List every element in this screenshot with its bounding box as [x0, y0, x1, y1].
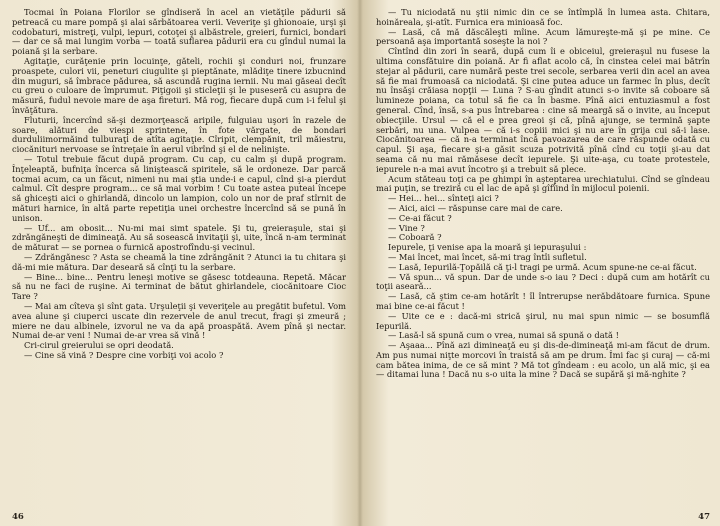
paragraph: — Zdrăngănesc ? Asta se cheamă la tine zdrăngănit ? Atunci ia tu chitara şi dă-mi mie mătura. Dar deseară să cînţi tu la serbare.: [12, 251, 346, 272]
paragraph: Cri-cirul greierului se opri deodată.: [24, 340, 174, 351]
left-page-text: [12, 8, 346, 361]
paragraph: — Lasă, că ştim ce-am hotărît ! îl întrerupse nerăbdătoare furnica. Spune mai bine ce-ai făcut !: [376, 291, 710, 311]
paragraph: — Aşaaa... Pînă azi dimineaţă eu şi dis-de-dimineaţă mi-am făcut de drum. Am pus numai niţte morcovi în traistă să am pe drum. Îmi fac şi curaj — că-mi cam bătea inima, de ce să mint ? Mă tot gîndeam : eu acolo, un ală mic, şi ea — ditamai luna ! Dacă nu s-o uita la mine ? Dacă se supără şi mă-nghite ?: [376, 340, 710, 380]
paragraph: — Lasă-l să spună cum o vrea, numai să spună o dată !: [388, 330, 619, 341]
paragraph: — Mai am cîteva şi sînt gata. Urşuleţii şi veveriţele au pregătit bufetul. Vom avea alune şi ciuperci uscate din rezervele de anul trecut, fragi şi zmeură ; miere ne dau albinele, izvorul ne va da apă proaspătă. Avem pînă şi nectar. Numai de-ar veni ! Numai de-ar vrea să vină !: [12, 300, 346, 341]
right-page-text: [376, 8, 710, 380]
paragraph: — Aici, aici — răspunse care mai de care.: [388, 202, 563, 213]
paragraph: — Hei... hei... sînteţi aici ?: [388, 193, 499, 204]
paragraph: — Uite ce e : dacă-mi strică şirul, nu mai spun nimic — se bosumflă Iepurilă.: [376, 310, 710, 331]
page-number-left: 46: [12, 512, 24, 522]
paragraph: — Vine ?: [388, 222, 425, 233]
paragraph: Iepurele, ţi venise apa la moară şi iepuraşului :: [388, 242, 587, 253]
paragraph: — Ce-ai făcut ?: [388, 212, 452, 223]
paragraph: Tocmai în Poiana Florilor se gîndiseră în acel an vietăţile pădurii să petreacă cu mare pompă şi alai sărbătoarea verii. Veveriţe şi ghionoaie, urşi şi codobaturi, mistreţi, vulpi, iepuri, cotoţei şi albăstrele, greieri, furnici, bondari — dar ce să mai lungim vorba — toată suflarea pădurii era cu gîndul numai la poiană şi la serbare.: [12, 7, 346, 57]
paragraph: — Cine să vină ? Despre cine vorbiţi voi acolo ?: [24, 349, 224, 360]
paragraph: — Vă spun... vă spun. Dar de unde s-o iau ? Deci : după cum am hotărît cu toţii aseară...: [376, 271, 710, 292]
paragraph: — Bine... bine... Pentru leneşi motive se găsesc totdeauna. Repetă. Măcar să nu ne faci de ruşine. Ai terminat de bătut ghirlandele, ciocănitoare Cioc Tare ?: [12, 271, 346, 302]
paragraph: — Mai încet, mai încet, să-mi trag întîi sufletul.: [388, 251, 587, 262]
paragraph: Cîntînd din zori în seară, după cum îi e obiceiul, greieraşul nu fusese la ultima consfătuire din poiană. Ar fi aflat acolo că, în cinstea celei mai bătrîn stejar al pădurii, care numără peste trei secole, serbarea verii din acel an avea să fie mai frumoasă ca niciodată. Şi cine putea aduce un farmec în plus, decît nu însăşi crăiasa nopţii — Luna ? S-au gîndit atunci s-o invite să coboare să lumineze poiana, ca totul să fie ca în basme. Pînă aici entuziasmul a fost general. Cînd, însă, s-a pus întrebarea : cine să meargă să o invite, au început obiecţiile. Ursul — că el e prea greoi şi că, pînă ajunge, se termină şapte serbări, nu una. Vulpea — că i-s copiii mici şi nu are în grija cui să-i lase. Ciocănitoarea — că n-a terminat încă pavoazarea de care răspunde odată cu capul. Şi aşa, fiecare şi-a găsit scuza potrivită pînă cînd cu toţii şi-au dat seama că nu mai rămăsese decît iepurele. Şi uite-aşa, cu toate protestele, iepurele n-a mai avut încotro şi a trebuit să plece.: [376, 46, 710, 174]
paragraph: — Uf... am obosit... Nu-mi mai simt spatele. Şi tu, greieraşule, stai şi zdrăngăneşti de dimineaţă. Au să sosească invitaţii şi, uite, încă n-am terminat de măturat — se pornea o furnică apostrofîndu-şi vecinul.: [12, 222, 346, 253]
paragraph: — Tu niciodată nu ştii nimic din ce se întîmplă în lumea asta. Chitara, hoinăreala, şi-atît. Furnica era minioasă foc.: [376, 7, 710, 27]
paragraph: — Lasă, că mă dăscăleşti mîine. Acum lămureşte-mă şi pe mine. Ce persoană aşa importantă soseşte la noi ?: [376, 26, 710, 47]
paragraph: — Lasă, Iepurilă-Ţopăilă că ţi-l tragi pe urmă. Acum spune-ne ce-ai făcut.: [388, 261, 697, 272]
paragraph: — Coboară ?: [388, 232, 442, 243]
right-page: [360, 0, 720, 526]
paragraph: — Totul trebuie făcut după program. Cu cap, cu calm şi după program. Înţeleaptă, bufniţa încerca să liniştească spiritele, să le ordoneze. Dar parcă tocmai acum, ca un făcut, nimeni nu mai ştia unde-i e capul, cînd şi-a pierdut calmul. Cît despre program... ce să mai vorbim ! Cu toate astea puteai începe să ghiceşti aici o ghirlandă, dincolo un lampion, colo un nor de praf stîrnit de mături harnice, în altă parte repetiţia unei orchestre încercînd să se pună în unison.: [12, 153, 346, 223]
paragraph: Acum stăteau toţi ca pe ghimpi în aşteptarea urechiatului. Cînd se gîndeau mai puţin, se treziră cu el lac de apă şi gîfîind în mijlocul poienii.: [376, 173, 710, 194]
paragraph: Agitaţie, curăţenie prin locuinţe, găteli, rochii şi conduri noi, frunzare proaspete, culori vii, peneturi ciugulite şi pieptănate, mlădiţe tinere izbucnind din muguri, să îmbrace pădurea, să ascundă rugina iernii. Nu mai găseai decît cu greu o culoare de împrumut. Piţigoii şi sticleţii şi le puseseră cu asupra de măsură, fudul nevoie mare de aşa fireturi. Mă rog, fiecare după cum i-i felul şi învăţătura.: [12, 55, 346, 115]
paragraph: Fluturii, încercînd să-şi dezmorţească aripile, fulguiau uşori în razele de soare, alături de viespi sprintene, în fote vărgate, de bondari durduliimormăind tulburaţi de atîta agitaţie. Cîripit, clempănit, tril măiestru, ciocănituri nervoase se întreţaie în aerul vibrînd şi el de nelinişte.: [12, 114, 346, 155]
page-number-right: 47: [698, 512, 710, 522]
